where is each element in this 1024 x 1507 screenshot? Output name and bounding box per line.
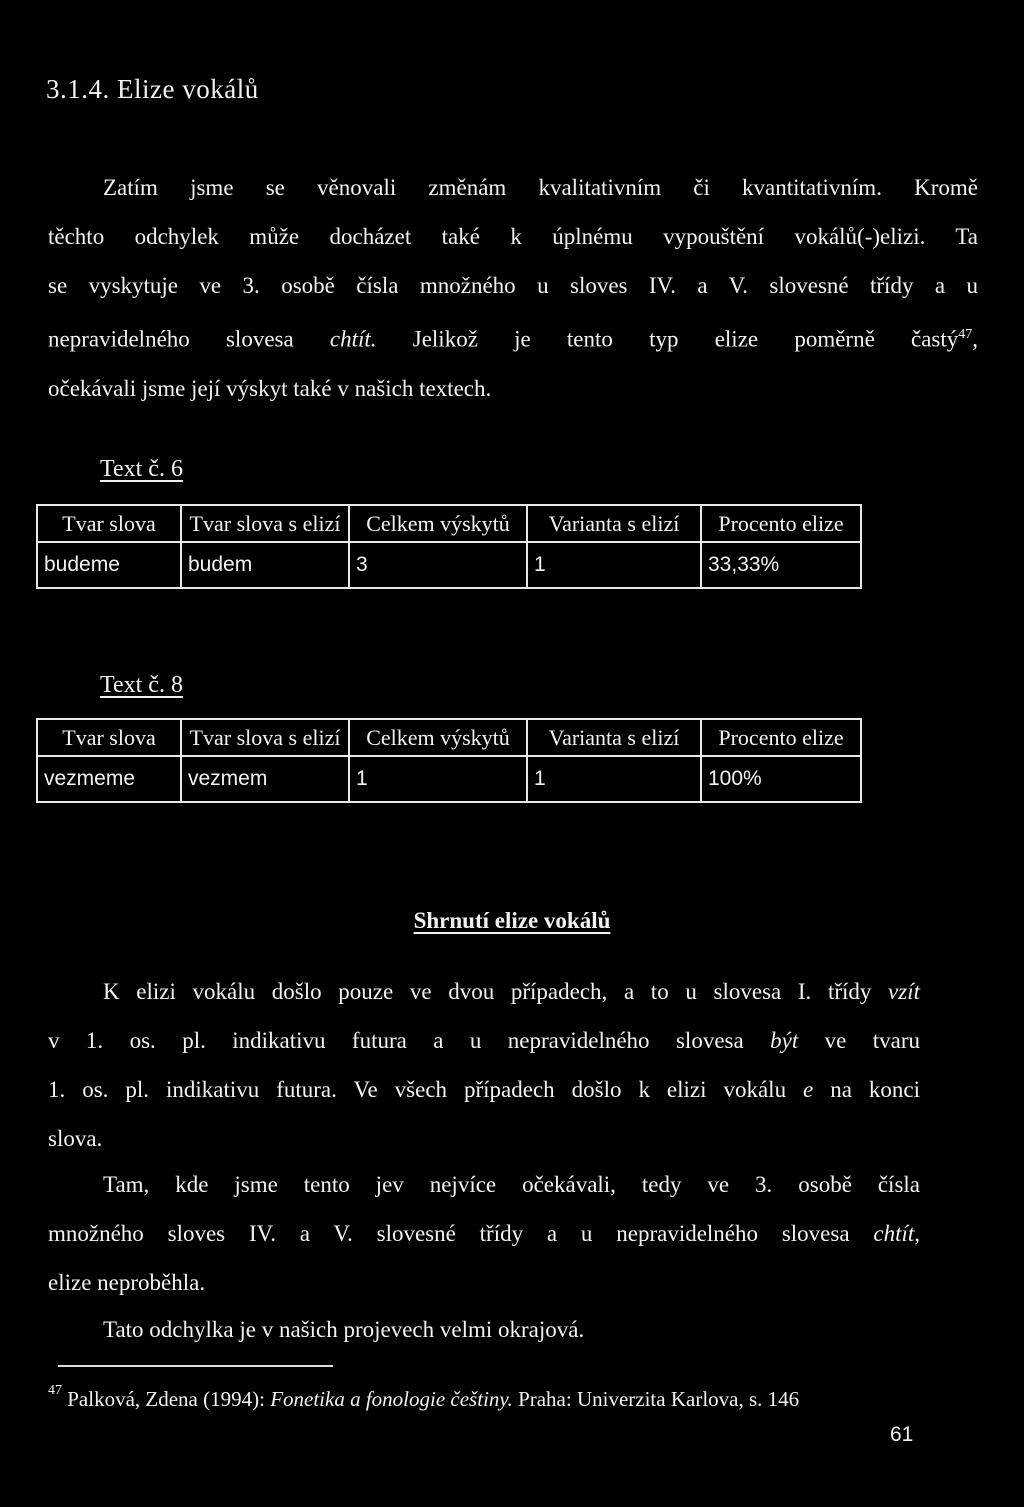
footnote-separator: [58, 1365, 333, 1367]
intro-line-2: těchto odchylek může docházet také k úplnému vypouštění vokálů(-)elizi. Ta: [48, 224, 978, 249]
summary-p1-line-4: slova.: [48, 1126, 103, 1151]
footnote: [48, 1383, 800, 1412]
summary-p1-line-2: [48, 1016, 920, 1065]
summary-p2-line-2-verb: chtít,: [873, 1221, 920, 1246]
footnote-ref: 47: [958, 327, 973, 342]
summary-p1-line-3-text-b: na konci: [813, 1077, 921, 1102]
intro-line-4-text-a: nepravidelného slovesa: [48, 326, 330, 352]
table1-cell: 33,33%: [701, 542, 861, 588]
table2-cell: 1: [349, 756, 527, 802]
table2-header-cell: Varianta s elizí: [527, 719, 701, 756]
summary-p1-line-1: [48, 967, 920, 1016]
summary-p2-line-1: Tam, kde jsme tento jev nejvíce očekávali, tedy ve 3. osobě čísla: [103, 1172, 920, 1197]
intro-line-4: [48, 310, 978, 364]
table2-header-row: [37, 719, 861, 756]
summary-paragraph-2: [48, 1160, 920, 1307]
intro-line-4-verb: chtít.: [329, 326, 377, 352]
table1-cell: budem: [181, 542, 349, 588]
table2-caption: Text č. 8: [100, 672, 183, 698]
table-row: [37, 756, 861, 802]
intro-line-1: Zatím jsme se věnovali změnám kvalitativním či kvantitativním. Kromě: [103, 175, 978, 200]
summary-p1-line-3: [48, 1065, 920, 1114]
summary-p1-line-2-text-a: v 1. os. pl. indikativu futura a u nepravidelného slovesa: [48, 1028, 771, 1053]
footnote-text-a: Palková, Zdena (1994):: [62, 1387, 271, 1411]
intro-line-3: se vyskytuje ve 3. osobě čísla množného u sloves IV. a V. slovesné třídy a u: [48, 273, 978, 298]
table2-cell: 1: [527, 756, 701, 802]
table1-header-row: [37, 505, 861, 542]
footnote-text-b: Praha: Univerzita Karlova, s. 146: [512, 1387, 800, 1411]
table2-header-cell: Procento elize: [701, 719, 861, 756]
summary-p1-line-1-verb: vzít: [888, 979, 920, 1004]
table1-header-cell: Celkem výskytů: [349, 505, 527, 542]
summary-paragraph-1: [48, 967, 920, 1163]
table-row: [37, 542, 861, 588]
table2-header-cell: Tvar slova: [37, 719, 181, 756]
table2-cell: 100%: [701, 756, 861, 802]
summary-p1-line-3-text-a: 1. os. pl. indikativu futura. Ve všech případech došlo k elizi vokálu: [48, 1077, 804, 1102]
summary-title: Shrnutí elize vokálů: [413, 908, 611, 933]
summary-paragraph-3: [48, 1305, 978, 1354]
page-number: 61: [890, 1423, 914, 1446]
summary-p2-line-3: elize neproběhla.: [48, 1270, 206, 1295]
table1-header-cell: Tvar slova: [37, 505, 181, 542]
table2-header-cell: Celkem výskytů: [349, 719, 527, 756]
table1-cell: 3: [349, 542, 527, 588]
footnote-number: 47: [48, 1383, 62, 1398]
summary-p1-line-2-text-b: ve tvaru: [798, 1028, 921, 1053]
table1-caption: Text č. 6: [100, 456, 183, 482]
table2-header-cell: Tvar slova s elizí: [181, 719, 349, 756]
summary-p1-line-1-text: K elizi vokálu došlo pouze ve dvou případech, a to u slovesa I. třídy: [103, 979, 889, 1004]
table1-cell: 1: [527, 542, 701, 588]
table2: [36, 718, 862, 803]
section-heading: 3.1.4. Elize vokálů: [46, 74, 259, 104]
table1-header-cell: Varianta s elizí: [527, 505, 701, 542]
intro-line-5: očekávali jsme její výskyt také v našich textech.: [48, 375, 492, 401]
intro-paragraph: [48, 163, 978, 413]
summary-p1-line-2-verb: být: [770, 1028, 799, 1053]
intro-line-4-text-b: Jelikož je tento typ elize poměrně častý: [376, 326, 959, 352]
table2-cell: vezmem: [181, 756, 349, 802]
table2-cell: vezmeme: [37, 756, 181, 802]
intro-line-4-text-c: ,: [972, 326, 978, 352]
summary-p2-line-2-text: množného sloves IV. a V. slovesné třídy a u nepravidelného slovesa: [48, 1221, 874, 1246]
table1: [36, 504, 862, 589]
table1-header-cell: Tvar slova s elizí: [181, 505, 349, 542]
table1-header-cell: Procento elize: [701, 505, 861, 542]
summary-p2-line-2: [48, 1209, 920, 1258]
footnote-title: Fonetika a fonologie češtiny.: [270, 1387, 513, 1411]
summary-p3-line: Tato odchylka je v našich projevech velmi okrajová.: [103, 1317, 585, 1342]
table1-cell: budeme: [37, 542, 181, 588]
summary-p1-line-3-vowel: e: [803, 1077, 814, 1102]
